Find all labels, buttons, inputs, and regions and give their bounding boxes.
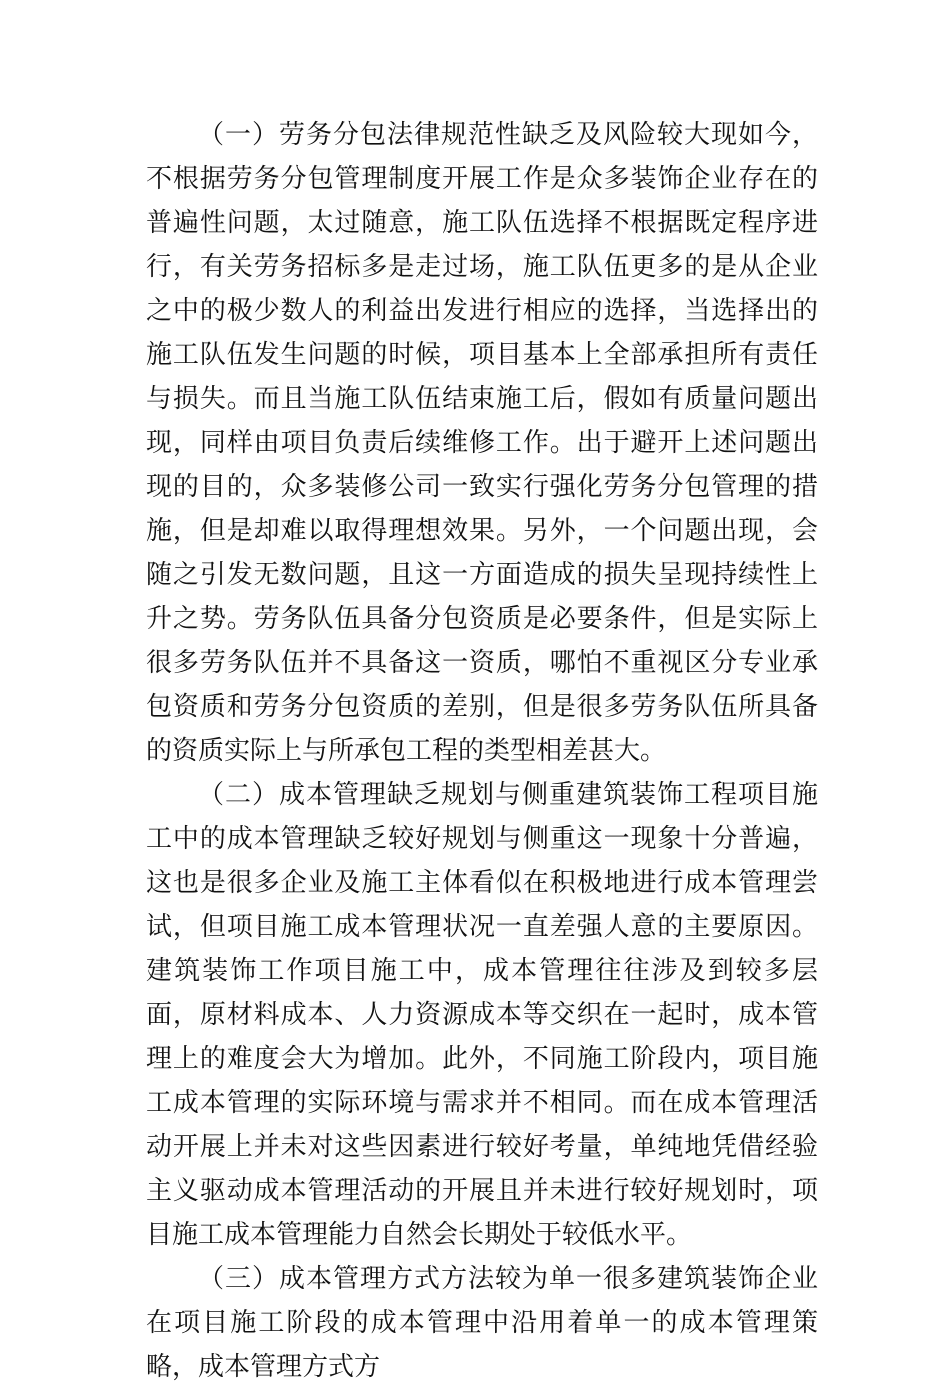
paragraph-labor-subcontracting: （一）劳务分包法律规范性缺乏及风险较大现如今，不根据劳务分包管理制度开展工作是众多装饰企业存在的普遍性问题，太过随意，施工队伍选择不根据既定程序进行，有关劳务招标多是走过场，施工队伍更多的是从企业之中的极少数人的利益出发进行相应的选择，当选择出的施工队伍发生问题的时候，项目基本上全部承担所有责任与损失。而且当施工队伍结束施工后，假如有质量问题出现，同样由项目负责后续维修工作。出于避开上述问题出现的目的，众多装修公司一致实行强化劳务分包管理的措施，但是却难以取得理想效果。另外，一个问题出现，会随之引发无数问题，且这一方面造成的损失呈现持续性上升之势。劳务队伍具备分包资质是必要条件，但是实际上很多劳务队伍并不具备这一资质，哪怕不重视区分专业承包资质和劳务分包资质的差别，但是很多劳务队伍所具备的资质实际上与所承包工程的类型相差甚大。 [146, 120, 818, 766]
paragraph-cost-methods: （三）成本管理方式方法较为单一很多建筑装饰企业在项目施工阶段的成本管理中沿用着单一的成本管理策略，成本管理方式方 [146, 1264, 818, 1382]
paragraph-cost-planning: （二）成本管理缺乏规划与侧重建筑装饰工程项目施工中的成本管理缺乏较好规划与侧重这一现象十分普遍，这也是很多企业及施工主体看似在积极地进行成本管理尝试，但项目施工成本管理状况一直差强人意的主要原因。建筑装饰工作项目施工中，成本管理往往涉及到较多层面，原材料成本、人力资源成本等交织在一起时，成本管理上的难度会大为增加。此外，不同施工阶段内，项目施工成本管理的实际环境与需求并不相同。而在成本管理活动开展上并未对这些因素进行较好考量，单纯地凭借经验主义驱动成本管理活动的开展且并未进行较好规划时，项目施工成本管理能力自然会长期处于较低水平。 [146, 780, 818, 1250]
document-body [146, 113, 818, 1389]
